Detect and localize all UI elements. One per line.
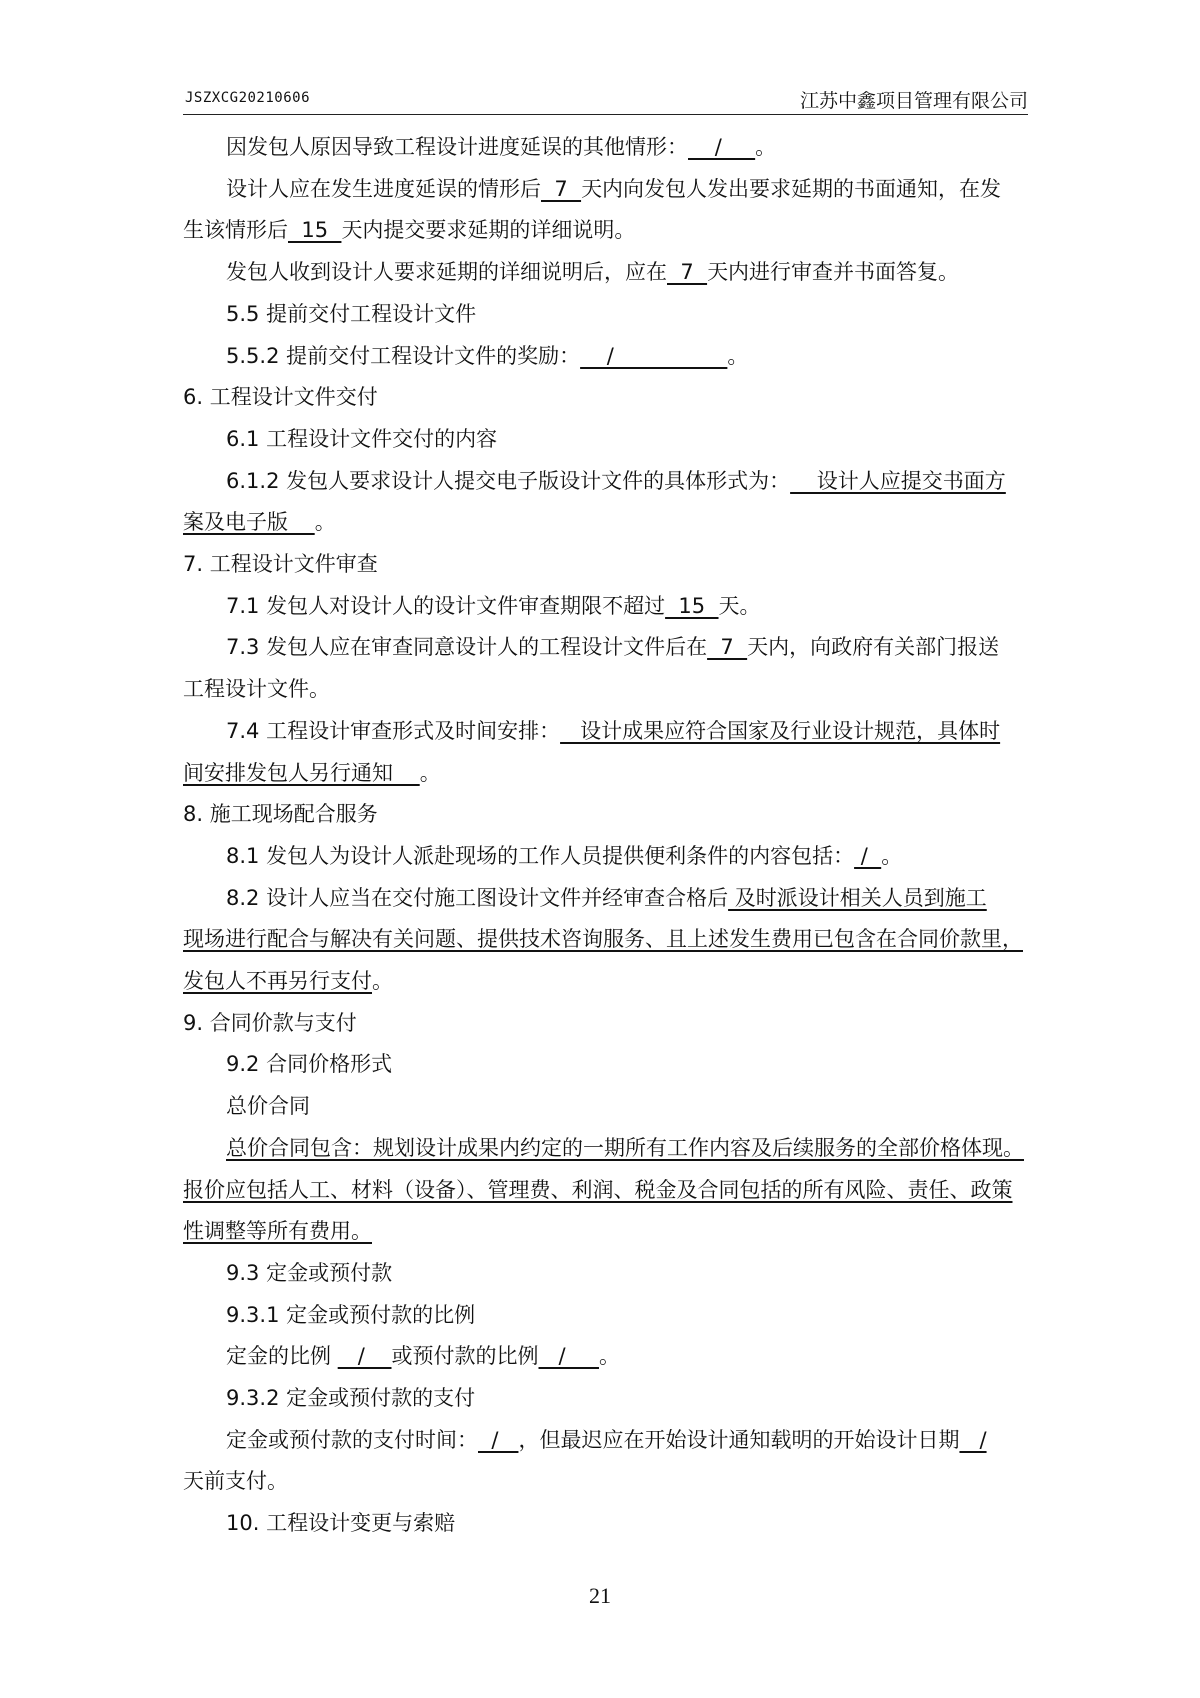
text-segment: 9.2 合同价格形式 <box>226 1052 393 1076</box>
text-segment: 9.3.2 定金或预付款的支付 <box>226 1386 476 1410</box>
text-line <box>0 883 1200 913</box>
filled-blank: / <box>538 1344 599 1368</box>
filled-blank: 设计人应提交书面方 <box>790 469 1006 493</box>
filled-blank: 设计成果应符合国家及行业设计规范，具体时 <box>560 719 1001 743</box>
text-segment: 5.5 提前交付工程设计文件 <box>226 302 477 326</box>
text-segment: 设计人应在发生进度延误的情形后 <box>226 177 541 201</box>
text-line <box>0 1300 1200 1330</box>
filled-blank: 15 <box>665 594 719 618</box>
filled-blank: 7 <box>541 177 582 201</box>
text-line <box>0 1341 1200 1371</box>
filled-blank: / <box>580 344 728 368</box>
text-segment: 9.3 定金或预付款 <box>226 1261 393 1285</box>
text-segment: 。 <box>755 135 777 159</box>
filled-blank: 报价应包括人工、材料（设备）、管理费、利润、税金及合同包括的所有风险、责任、政策 <box>183 1178 1013 1202</box>
text-segment: 8.1 发包人为设计人派赴现场的工作人员提供便利条件的内容包括： <box>226 844 855 868</box>
text-line <box>0 1091 1200 1121</box>
text-segment: 定金或预付款的支付时间： <box>226 1428 478 1452</box>
text-segment: 。 <box>314 510 336 534</box>
text-line <box>0 466 1200 496</box>
text-segment: 6.1.2 发包人要求设计人提交电子版设计文件的具体形式为： <box>226 469 791 493</box>
text-line <box>0 382 1200 412</box>
filled-blank: 总价合同包含：规划设计成果内约定的一期所有工作内容及后续服务的全部价格体现。 <box>226 1136 1024 1160</box>
text-segment: 因发包人原因导致工程设计进度延误的其他情形： <box>226 135 688 159</box>
text-line <box>0 299 1200 329</box>
filled-blank: / <box>688 135 756 159</box>
text-segment: 。 <box>372 969 393 993</box>
text-line <box>0 1008 1200 1038</box>
text-segment: 生该情形后 <box>183 218 288 242</box>
text-line <box>0 1258 1200 1288</box>
text-line <box>0 591 1200 621</box>
text-segment: 8.2 设计人应当在交付施工图设计文件并经审查合格后 <box>226 886 729 910</box>
header-rule <box>183 114 1028 115</box>
text-line <box>0 924 1200 954</box>
text-segment: 天前支付。 <box>183 1469 288 1493</box>
text-line <box>0 132 1200 162</box>
text-line <box>0 632 1200 662</box>
text-line <box>0 716 1200 746</box>
text-line <box>0 674 1200 704</box>
filled-blank: / <box>478 1428 519 1452</box>
text-segment: 7.4 工程设计审查形式及时间安排： <box>226 719 561 743</box>
text-segment: 天内进行审查并书面答复。 <box>707 260 960 284</box>
text-line <box>0 1175 1200 1205</box>
text-segment: 总价合同 <box>226 1094 310 1118</box>
text-segment: 9.3.1 定金或预付款的比例 <box>226 1303 476 1327</box>
text-segment: 天。 <box>718 594 761 618</box>
text-segment: 7.3 发包人应在审查同意设计人的工程设计文件后在 <box>226 635 708 659</box>
filled-blank: / <box>337 1344 392 1368</box>
text-line <box>0 549 1200 579</box>
company-name: 江苏中鑫项目管理有限公司 <box>799 90 1028 112</box>
text-line <box>0 841 1200 871</box>
filled-blank: 及时派设计相关人员到施工 <box>728 886 987 910</box>
text-segment: 6. 工程设计文件交付 <box>183 385 378 409</box>
text-segment: 。 <box>881 844 903 868</box>
text-segment: 。 <box>419 761 441 785</box>
text-segment: 天内，向政府有关部门报送 <box>747 635 1000 659</box>
document-code: JSZXCG20210606 <box>185 90 311 106</box>
text-segment: 7.1 发包人对设计人的设计文件审查期限不超过 <box>226 594 666 618</box>
filled-blank: 案及电子版 <box>183 510 315 534</box>
text-line <box>0 758 1200 788</box>
filled-blank: 间安排发包人另行通知 <box>183 761 420 785</box>
text-line <box>0 1383 1200 1413</box>
filled-blank: 性调整等所有费用。 <box>183 1219 372 1243</box>
page-number: 21 <box>589 1583 611 1608</box>
text-segment: 。 <box>598 1344 620 1368</box>
filled-blank: 7 <box>707 635 748 659</box>
text-segment: 定金的比例 <box>226 1344 338 1368</box>
filled-blank: 15 <box>288 218 342 242</box>
text-line <box>0 215 1200 245</box>
text-line <box>0 1466 1200 1496</box>
text-line <box>0 966 1200 996</box>
text-line <box>0 1425 1200 1455</box>
text-line <box>0 1133 1200 1163</box>
text-segment: 天内提交要求延期的详细说明。 <box>341 218 636 242</box>
text-line <box>0 257 1200 287</box>
text-line <box>0 424 1200 454</box>
text-segment: 工程设计文件。 <box>183 677 330 701</box>
text-segment: 8. 施工现场配合服务 <box>183 802 378 826</box>
text-line <box>0 174 1200 204</box>
text-line <box>0 1508 1200 1538</box>
text-segment: 7. 工程设计文件审查 <box>183 552 378 576</box>
text-segment: 发包人收到设计人要求延期的详细说明后，应在 <box>226 260 667 284</box>
text-line <box>0 507 1200 537</box>
filled-blank: / <box>959 1428 987 1452</box>
text-line <box>0 1049 1200 1079</box>
text-line <box>0 1216 1200 1246</box>
text-segment: ，但最迟应在开始设计通知载明的开始设计日期 <box>518 1428 960 1452</box>
filled-blank: 现场进行配合与解决有关问题、提供技术咨询服务、且上述发生费用已包含在合同价款里， <box>183 927 1023 951</box>
text-line <box>0 799 1200 829</box>
filled-blank: / <box>854 844 882 868</box>
text-segment: 6.1 工程设计文件交付的内容 <box>226 427 498 451</box>
text-segment: 天内向发包人发出要求延期的书面通知，在发 <box>581 177 1002 201</box>
text-segment: 5.5.2 提前交付工程设计文件的奖励： <box>226 344 581 368</box>
filled-blank: 7 <box>667 260 708 284</box>
text-segment: 或预付款的比例 <box>391 1344 539 1368</box>
filled-blank: 发包人不再另行支付 <box>183 969 372 993</box>
text-segment: 9. 合同价款与支付 <box>183 1011 357 1035</box>
text-segment: 。 <box>727 344 749 368</box>
text-line <box>0 341 1200 371</box>
text-segment: 10. 工程设计变更与索赔 <box>226 1511 456 1535</box>
